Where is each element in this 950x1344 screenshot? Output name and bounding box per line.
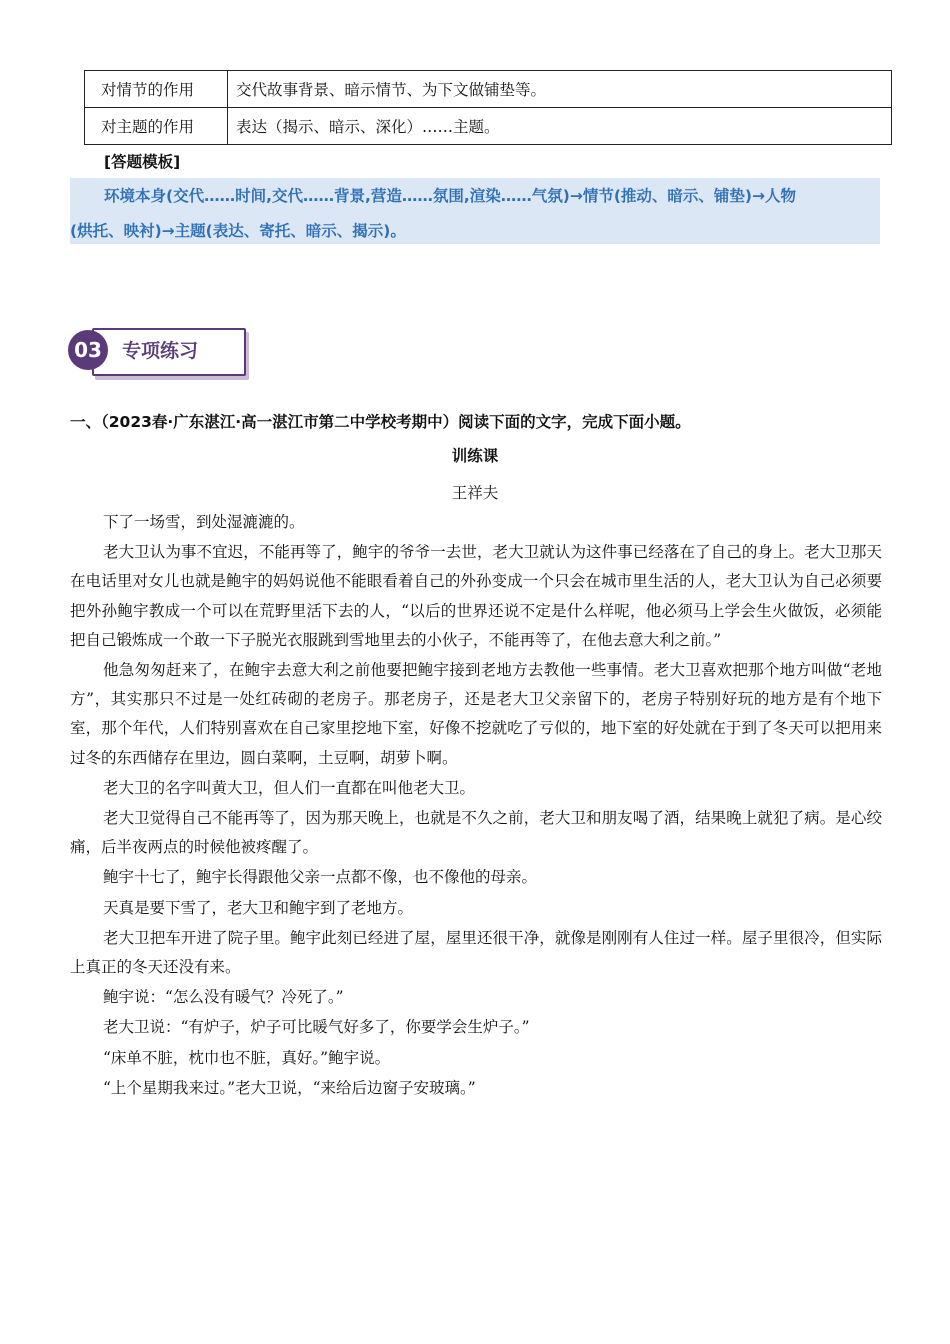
table-cell-key: 对主题的作用 [85,108,228,145]
table-row [85,108,892,145]
section-heading [68,324,268,382]
paragraph: 老大卫说：“有炉子，炉子可比暖气好多了，你要学会生炉子。” [103,1018,530,1037]
article-title: 训练课 [451,446,499,465]
table-row [85,71,892,108]
table-cell-value: 表达（揭示、暗示、深化）……主题。 [228,108,892,145]
paragraph: 天真是要下雪了，老大卫和鲍宇到了老地方。 [103,898,414,917]
paragraph: 他急匆匆赶来了，在鲍宇去意大利之前他要把鲍宇接到老地方去教他一些事情。老大卫喜欢把那个地方叫做“老地方”，其实那只不过是一处红砖砌的老房子。那老房子，还是老大卫父亲留下的，老房子特别好玩的地方是有个地下室，那个年代，人们特别喜欢在自己家里挖地下室，好像不挖就吃了亏似的，地下室的好处就在于到了冬天可以把用来过冬的东西储存在里边，圆白菜啊，土豆啊，胡萝卜啊。 [70,661,882,767]
section-number: 03 [68,330,108,370]
table-cell-key: 对情节的作用 [85,71,228,108]
paragraph: 老大卫的名字叫黄大卫，但人们一直都在叫他老大卫。 [103,778,476,797]
paragraph: 老大卫觉得自己不能再等了，因为那天晚上，也就是不久之前，老大卫和朋友喝了酒，结果晚上就犯了病。是心绞痛，后半夜两点的时候他被疼醒了。 [70,809,882,857]
role-table [84,70,892,145]
paragraph: 鲍宇十七了，鲍宇长得跟他父亲一点都不像，也不像他的母亲。 [103,868,538,887]
paragraph: 下了一场雪，到处湿漉漉的。 [103,513,305,531]
template-box [70,178,880,244]
template-line-2: (烘托、映衬)→主题(表达、寄托、暗示、揭示)。 [70,222,406,240]
table-cell-value: 交代故事背景、暗示情节、为下文做铺垫等。 [228,71,892,108]
template-line-1: 环境本身(交代……时间,交代……背景,营造……氛围,渲染……气氛)→情节(推动、暗示、铺垫)→人物 [104,187,796,205]
article-author: 王祥夫 [451,484,499,502]
section-title: 专项练习 [122,340,199,362]
paragraph: “床单不脏，枕巾也不脏，真好。”鲍宇说。 [103,1048,391,1067]
paragraph: “上个星期我来过。”老大卫说，“来给后边窗子安玻璃。” [103,1078,476,1097]
article-body [70,508,882,1104]
question-heading: 一、（2023春·广东湛江·高一湛江市第二中学校考期中）阅读下面的文字，完成下面小题。 [70,413,691,431]
paragraph: 老大卫认为事不宜迟，不能再等了，鲍宇的爷爷一去世，老大卫就认为这件事已经落在了自己的身上。老大卫那天在电话里对女儿也就是鲍宇的妈妈说他不能眼看着自己的外孙变成一个只会在城市里生活的人，老大卫认为自己必须要把外孙鲍宇教成一个可以在荒野里活下去的人，“以后的世界还说不定是什么样呢，他必须马上学会生火做饭，必须能把自己锻炼成一个敢一下子脱光衣服跳到雪地里去的小伙子，不能再等了，在他去意大利之前。” [70,543,882,649]
paragraph: 鲍宇说：“怎么没有暖气？冷死了。” [103,988,344,1007]
paragraph: 老大卫把车开进了院子里。鲍宇此刻已经进了屋，屋里还很干净，就像是刚刚有人住过一样。屋子里很冷，但实际上真正的冬天还没有来。 [70,928,882,977]
template-label: [答题模板] [104,153,181,171]
